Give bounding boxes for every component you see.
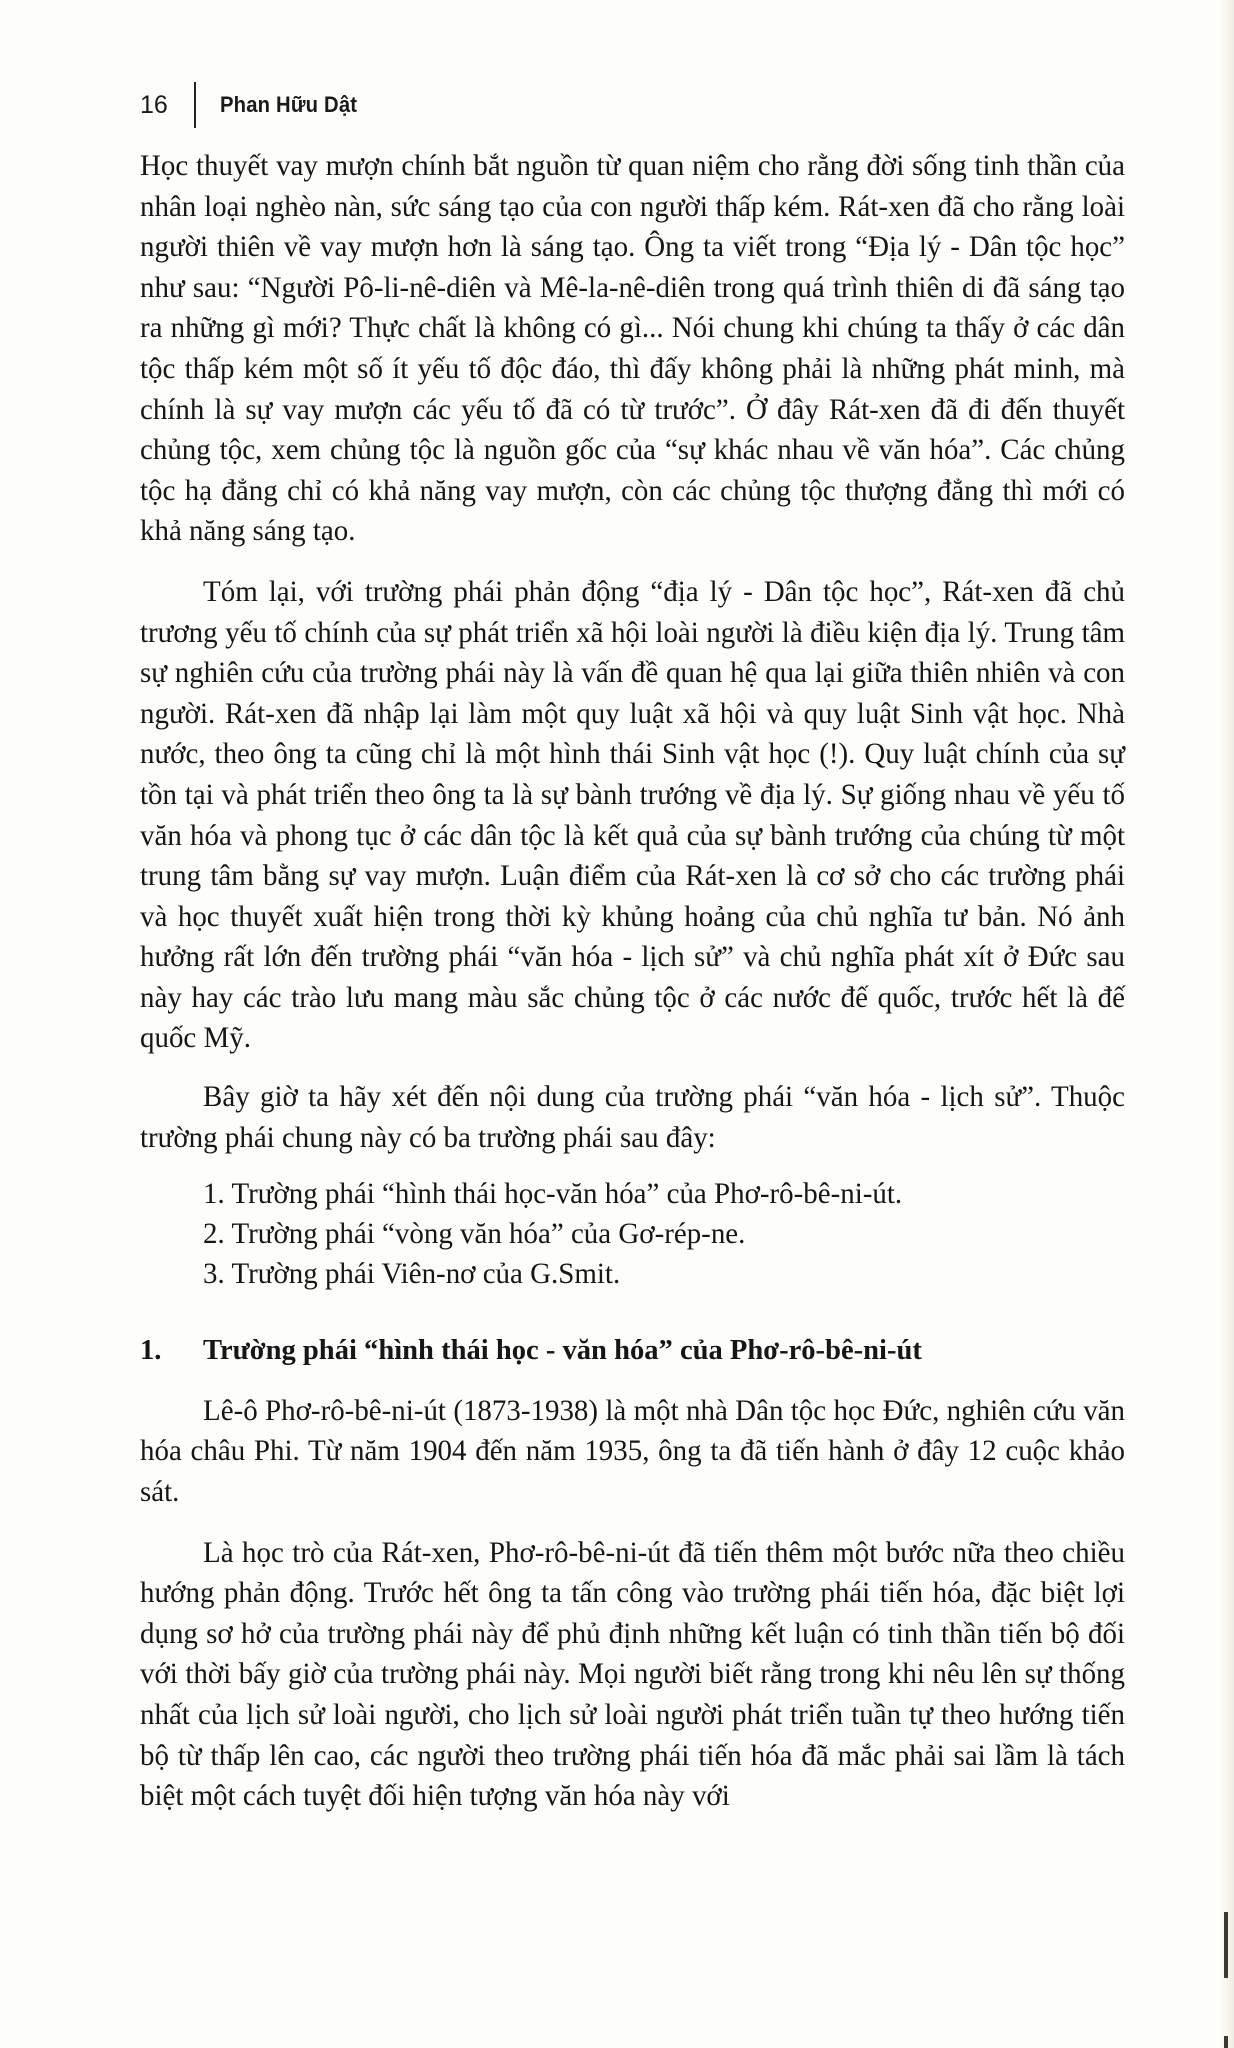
page-edge-mark	[1224, 1912, 1228, 1978]
list-item: 2. Trường phái “vòng văn hóa” của Gơ-rép-ne.	[203, 1218, 746, 1251]
list-item: 3. Trường phái Viên-nơ của G.Smit.	[203, 1258, 621, 1291]
page-edge-mark	[1224, 2036, 1228, 2048]
list-item: 1. Trường phái “hình thái học-văn hóa” của Phơ-rô-bê-ni-út.	[203, 1178, 903, 1211]
running-header-author: Phan Hữu Dật	[219, 92, 358, 117]
paragraph-frobenius-critique: Là học trò của Rát-xen, Phơ-rô-bê-ni-út đã tiến thêm một bước nữa theo chiều hướng phản động. Trước hết ông ta tấn công vào trường phái tiến hóa, đặc biệt lợi dụng sơ hở của trường phái này để phủ định những kết luận có tinh thần tiến bộ đối với thời bấy giờ của trường phái này. Mọi người biết rằng trong khi nêu lên sự thống nhất của lịch sử loài người, cho lịch sử loài người phát triển tuần tự theo hướng tiến bộ từ thấp lên cao, các người theo trường phái tiến hóa đã mắc phải sai lầm là tách biệt một cách tuyệt đối hiện tượng văn hóa này với	[140, 1536, 1125, 1813]
running-header	[140, 80, 369, 130]
page-edge-shadow	[1220, 0, 1234, 2048]
paragraph-borrowing-theory: Học thuyết vay mượn chính bắt nguồn từ quan niệm cho rằng đời sống tinh thần của nhân loại nghèo nàn, sức sáng tạo của con người thấp kém. Rát-xen đã cho rằng loài người thiên về vay mượn hơn là sáng tạo. Ông ta viết trong “Địa lý - Dân tộc học” như sau: “Người Pô-li-nê-diên và Mê-la-nê-diên trong quá trình thiên di đã sáng tạo ra những gì mới? Thực chất là không có gì... Nói chung khi chúng ta thấy ở các dân tộc thấp kém một số ít yếu tố độc đáo, thì đấy không phải là những phát minh, mà chính là sự vay mượn các yếu tố đã có từ trước”. Ở đây Rát-xen đã đi đến thuyết chủng tộc, xem chủng tộc là nguồn gốc của “sự khác nhau về văn hóa”. Các chủng tộc hạ đẳng chỉ có khả năng vay mượn, còn các chủng tộc thượng đẳng thì mới có khả năng sáng tạo.	[140, 150, 1125, 548]
section-number: 1.	[140, 1334, 162, 1367]
paragraph-frobenius-bio: Lê-ô Phơ-rô-bê-ni-út (1873-1938) là một nhà Dân tộc học Đức, nghiên cứu văn hóa châu Phi. Từ năm 1904 đến năm 1935, ông ta đã tiến hành ở đây 12 cuộc khảo sát.	[140, 1394, 1125, 1509]
paragraph-summary: Tóm lại, với trường phái phản động “địa lý - Dân tộc học”, Rát-xen đã chủ trương yếu tố chính của sự phát triển xã hội loài người là điều kiện địa lý. Trung tâm sự nghiên cứu của trường phái này là vấn đề quan hệ qua lại giữa thiên nhiên và con người. Rát-xen đã nhập lại làm một quy luật xã hội và quy luật Sinh vật học. Nhà nước, theo ông ta cũng chỉ là một hình thái Sinh vật học (!). Quy luật chính của sự tồn tại và phát triển theo ông ta là sự bành trướng về địa lý. Sự giống nhau về yếu tố văn hóa và phong tục ở các dân tộc là kết quả của sự bành trướng của chúng từ một trung tâm bằng sự vay mượn. Luận điểm của Rát-xen là cơ sở cho các trường phái và học thuyết xuất hiện trong thời kỳ khủng hoảng của chủ nghĩa tư bản. Nó ảnh hưởng rất lớn đến trường phái “văn hóa - lịch sử” và chủ nghĩa phát xít ở Đức sau này hay các trào lưu mang màu sắc chủng tộc ở các nước đế quốc, trước hết là đế quốc Mỹ.	[140, 575, 1125, 1055]
paragraph-culture-history-intro: Bây giờ ta hãy xét đến nội dung của trường phái “văn hóa - lịch sử”. Thuộc trường phái chung này có ba trường phái sau đây:	[140, 1081, 1125, 1154]
section-heading	[140, 1330, 1125, 1371]
page-number: 16	[140, 90, 168, 119]
section-title: Trường phái “hình thái học - văn hóa” của Phơ-rô-bê-ni-út	[203, 1334, 922, 1367]
header-divider	[194, 82, 196, 128]
schools-list	[140, 1174, 1125, 1294]
page-body	[140, 146, 1125, 1817]
